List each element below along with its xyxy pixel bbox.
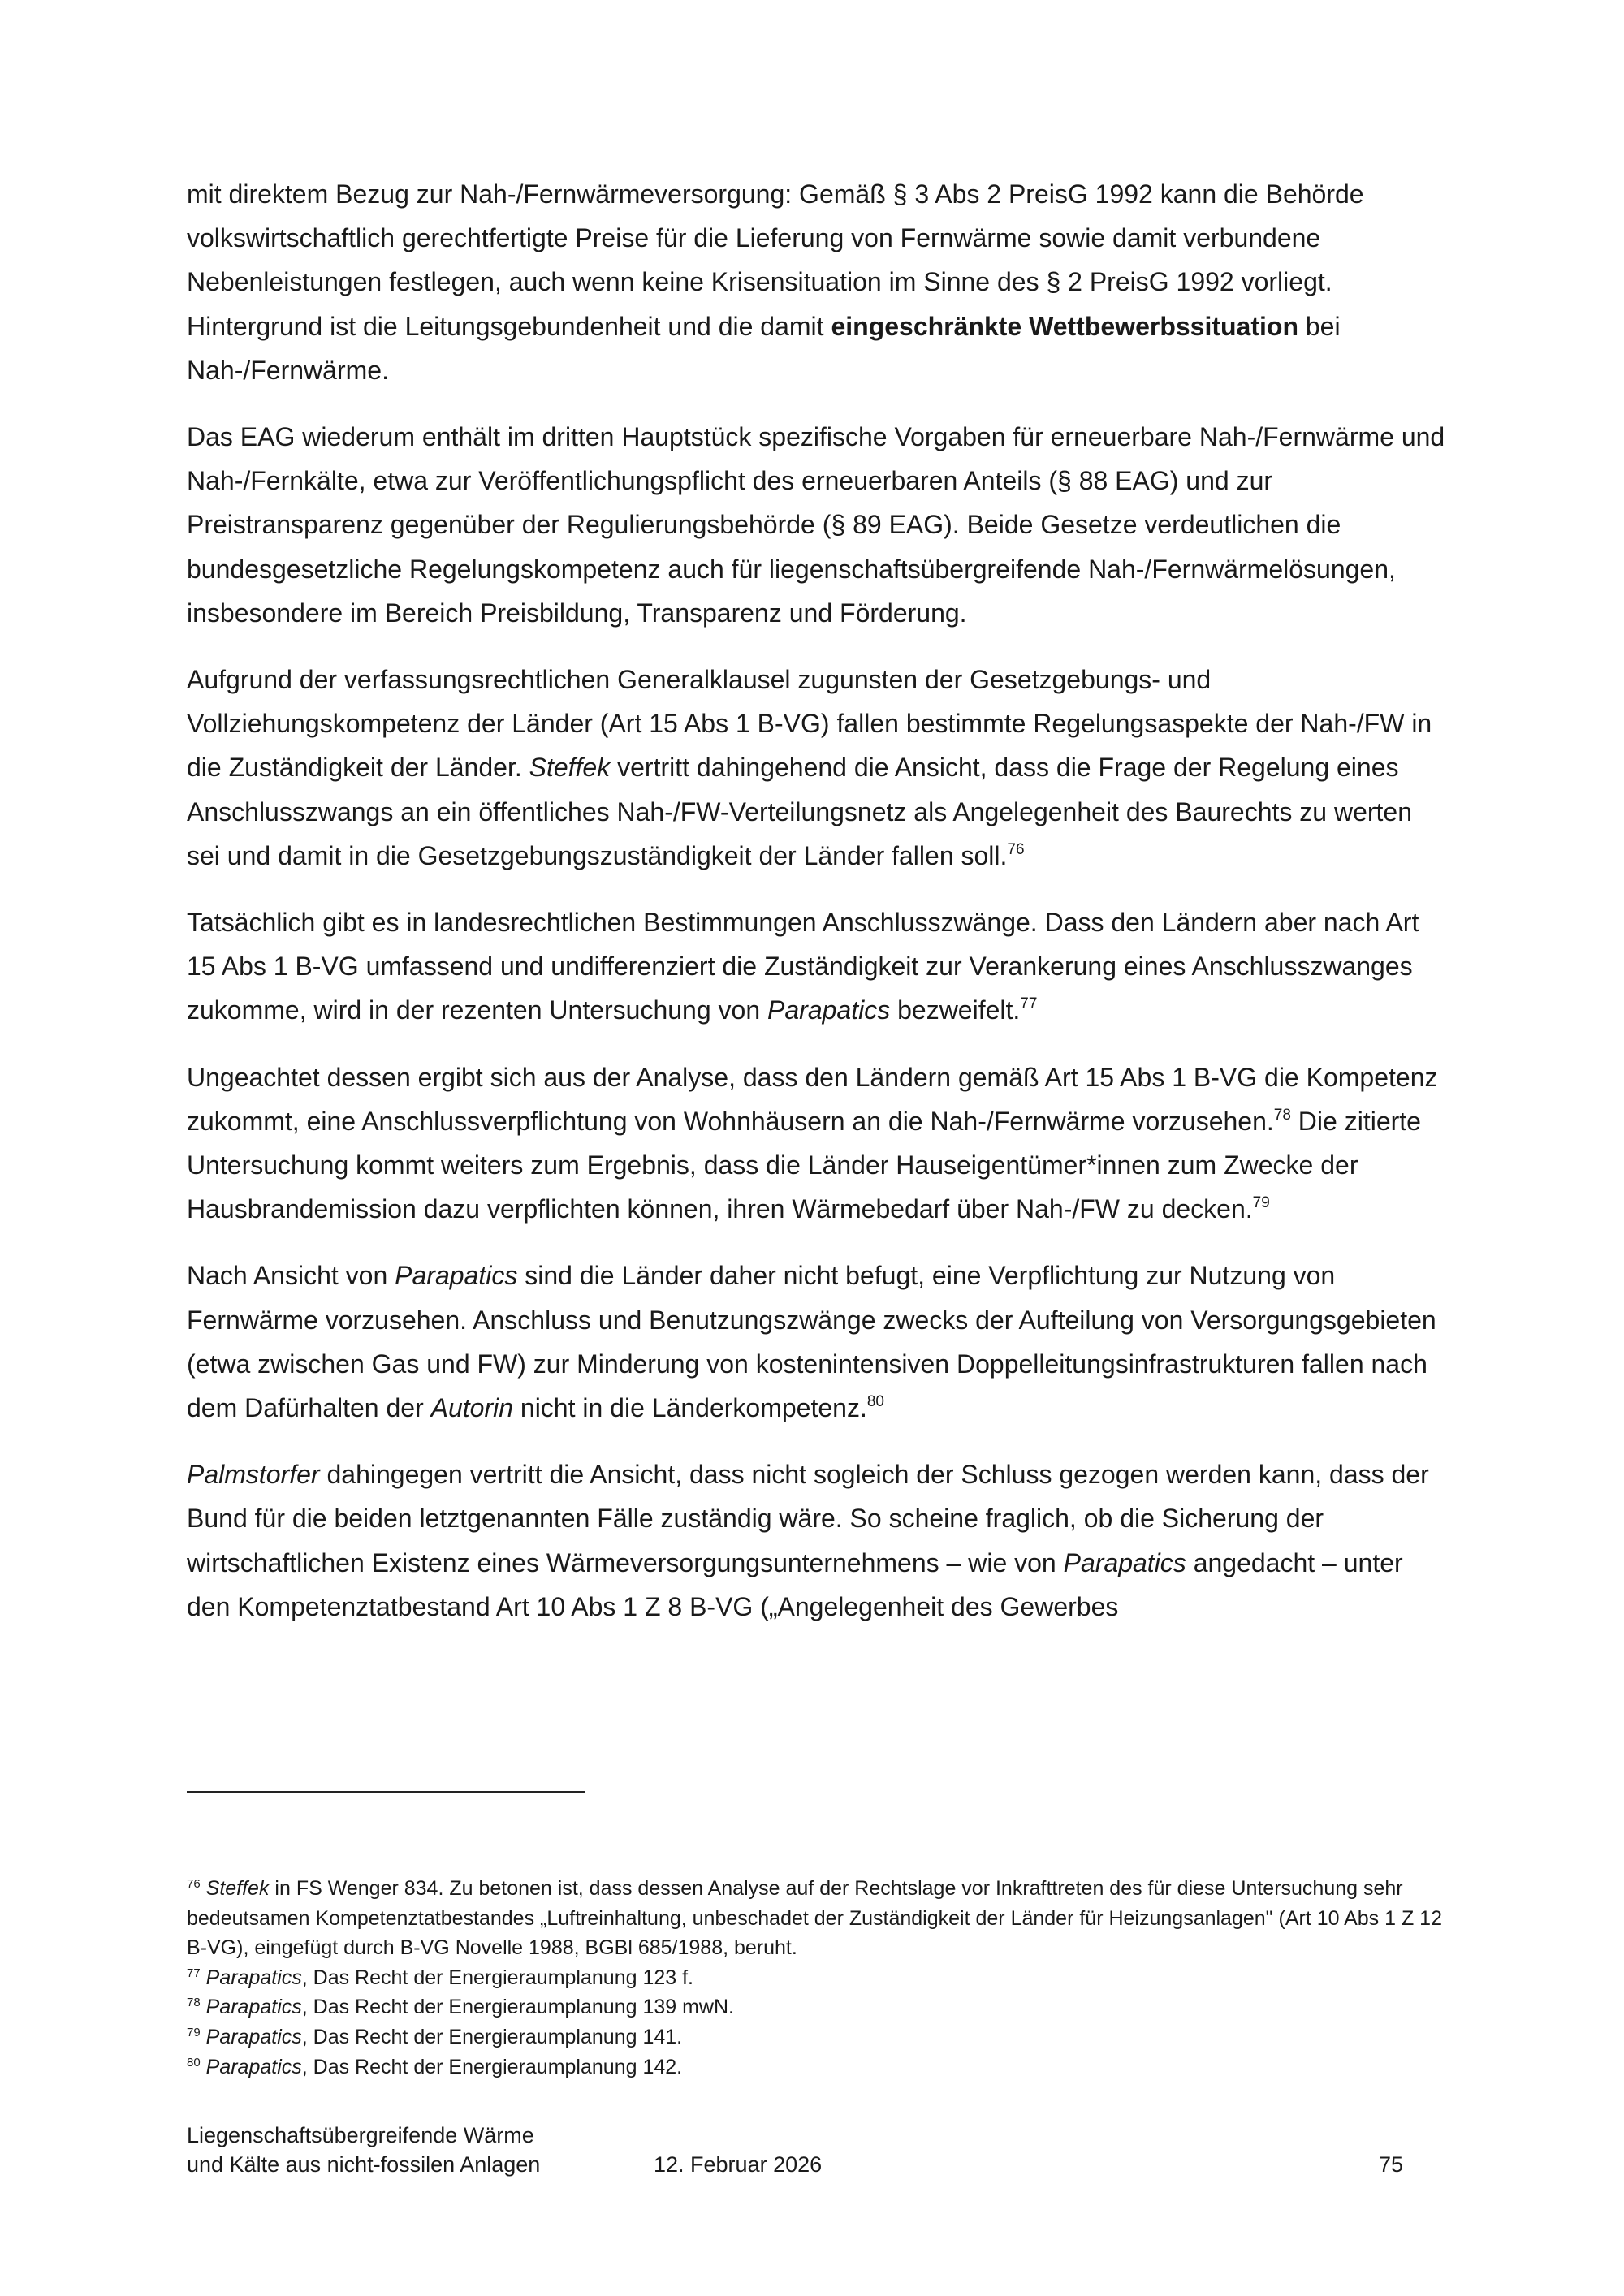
- footer-document-title: [187, 2121, 609, 2179]
- footnote-80: [187, 2052, 1449, 2082]
- footnote-ref[interactable]: 79: [1252, 1194, 1270, 1212]
- text-run: nicht in die Länderkompetenz.: [513, 1393, 867, 1423]
- text-run: Nach Ansicht von: [187, 1261, 395, 1291]
- footnote-number: 77: [187, 1966, 201, 1980]
- footnote-text: in FS Wenger 834. Zu betonen ist, dass dessen Analyse auf der Rechtslage vor Inkrafttreten des für diese Untersuchung sehr bedeutsamen Kompetenztatbestandes „Luftreinhaltung, unbeschadet der Zuständigkeit der Länder für Heizungsanlagen" (Art 10 Abs 1 Z 12 B-VG), eingefügt durch B-VG Novelle 1988, BGBl 685/1988, beruht.: [187, 1877, 1442, 1960]
- footnote-author: Parapatics: [205, 1966, 302, 1989]
- bold-text: eingeschränkte Wettbewerbssituation: [831, 311, 1298, 341]
- footnote-ref[interactable]: 80: [866, 1393, 884, 1411]
- footnote-76: [187, 1874, 1449, 1963]
- paragraph-6: [187, 1254, 1449, 1430]
- footer-date: 12. Februar 2026: [654, 2152, 823, 2177]
- paragraph-4: [187, 900, 1449, 1033]
- footnote-ref[interactable]: 78: [1273, 1106, 1291, 1124]
- footnote-author: Steffek: [205, 1877, 270, 1900]
- text-run: Ungeachtet dessen ergibt sich aus der Analyse, dass den Ländern gemäß Art 15 Abs 1 B-VG die Kompetenz zukommt, eine Anschlussverpflichtung von Wohnhäusern an die Nah-/Fernwärme vorzusehen.: [187, 1062, 1438, 1136]
- footnote-text: , Das Recht der Energieraumplanung 141.: [301, 2025, 683, 2048]
- footnote-77: [187, 1963, 1449, 1993]
- text-run: vertritt dahingehend die Ansicht, dass die Frage der Regelung eines Anschlusszwangs an ein öffentliches Nah-/FW-Verteilungsnetz als Angelegenheit des Baurechts zu werten sei und damit in die Gesetzgebungszuständigkeit der Länder fallen soll.: [187, 753, 1413, 870]
- document-body: [187, 172, 1449, 1651]
- footnote-number: 76: [187, 1877, 201, 1891]
- text-run: mit direktem Bezug zur Nah-/Fernwärmeversorgung: Gemäß § 3 Abs 2 PreisG 1992 kann die Behörde volkswirtschaftlich gerechtfertigte Preise für die Lieferung von Fernwärme sowie damit verbundene Nebenleistungen festlegen, auch wenn keine Krisensituation im Sinne des § 2 PreisG 1992 vorliegt. Hintergrund ist die Leitungsgebundenheit und die damit: [187, 179, 1364, 341]
- author-name: Parapatics: [1063, 1547, 1186, 1577]
- footnote-separator: [187, 1791, 585, 1793]
- author-name: Parapatics: [767, 995, 891, 1025]
- page-number: 75: [1379, 2152, 1404, 2177]
- text-run: sind die Länder daher nicht befugt, eine Verpflichtung zur Nutzung von Fernwärme vorzusehen. Anschluss und Benutzungszwänge zwecks der Aufteilung von Versorgungsgebieten (etwa zwischen Gas und FW) zur Minderung von kostenintensiven Doppelleitungsinfrastrukturen fallen nach dem Dafürhalten der: [187, 1261, 1436, 1423]
- footnote-text: , Das Recht der Energieraumplanung 142.: [301, 2055, 683, 2078]
- footnote-number: 79: [187, 2025, 201, 2039]
- text-run: bei Nah-/Fernwärme.: [187, 311, 1341, 385]
- author-name: Palmstorfer: [187, 1460, 320, 1490]
- paragraph-3: [187, 658, 1449, 878]
- author-name: Autorin: [430, 1393, 513, 1423]
- paragraph-2: [187, 415, 1449, 635]
- footnote-number: 78: [187, 1996, 201, 2010]
- text-run: Das EAG wiederum enthält im dritten Hauptstück spezifische Vorgaben für erneuerbare Nah-/Fernwärme und Nah-/Fernkälte, etwa zur Veröffentlichungspflicht des erneuerbaren Anteils (§ 88 EAG) und zur Preistransparenz gegenüber der Regulierungsbehörde (§ 89 EAG). Beide Gesetze verdeutlichen die bundesgesetzliche Regelungskompetenz auch für liegenschaftsübergreifende Nah-/Fernwärmelösungen, insbesondere im Bereich Preisbildung, Transparenz und Förderung.: [187, 422, 1445, 628]
- footnote-78: [187, 1992, 1449, 2022]
- footnote-text: , Das Recht der Energieraumplanung 123 f.: [301, 1966, 693, 1989]
- footnote-author: Parapatics: [205, 2055, 302, 2078]
- text-run: Die zitierte Untersuchung kommt weiters zum Ergebnis, dass die Länder Hauseigentümer*innen zum Zwecke der Hausbrandemission dazu verpflichten können, ihren Wärmebedarf über Nah-/FW zu decken.: [187, 1106, 1421, 1224]
- footer-title-line-1: Liegenschaftsübergreifende Wärme: [187, 2123, 534, 2147]
- footer-title-line-2: und Kälte aus nicht-fossilen Anlagen: [187, 2152, 541, 2177]
- paragraph-5: [187, 1055, 1449, 1232]
- footnote-ref[interactable]: 77: [1020, 995, 1038, 1013]
- footnote-79: [187, 2022, 1449, 2052]
- paragraph-7: [187, 1452, 1449, 1629]
- text-run: Aufgrund der verfassungsrechtlichen Generalklausel zugunsten der Gesetzgebungs- und Vollziehungskompetenz der Länder (Art 15 Abs 1 B-VG) fallen bestimmte Regelungsaspekte der Nah-/FW in die Zuständigkeit der Länder.: [187, 665, 1432, 783]
- author-name: Parapatics: [395, 1261, 518, 1291]
- text-run: dahingegen vertritt die Ansicht, dass nicht sogleich der Schluss gezogen werden kann, dass der Bund für die beiden letztgenannten Fälle zuständig wäre. So scheine fraglich, ob die Sicherung der wirtschaftlichen Existenz eines Wärmeversorgungsunternehmens – wie von: [187, 1460, 1429, 1577]
- author-name: Steffek: [529, 753, 611, 783]
- footnote-author: Parapatics: [205, 2025, 302, 2048]
- footnote-author: Parapatics: [205, 1996, 302, 2019]
- footnotes: [187, 1874, 1449, 2082]
- footnote-number: 80: [187, 2055, 201, 2069]
- paragraph-1: [187, 172, 1449, 392]
- text-run: bezweifelt.: [890, 995, 1021, 1025]
- footnote-ref[interactable]: 76: [1007, 840, 1025, 858]
- text-run: angedacht – unter den Kompetenztatbestand Art 10 Abs 1 Z 8 B-VG („Angelegenheit des Gewerbes: [187, 1547, 1403, 1621]
- footnote-text: , Das Recht der Energieraumplanung 139 mwN.: [301, 1996, 734, 2019]
- text-run: Tatsächlich gibt es in landesrechtlichen Bestimmungen Anschlusszwänge. Dass den Ländern aber nach Art 15 Abs 1 B-VG umfassend und undifferenziert die Zuständigkeit zur Verankerung eines Anschlusszwanges zukomme, wird in der rezenten Untersuchung von: [187, 908, 1419, 1025]
